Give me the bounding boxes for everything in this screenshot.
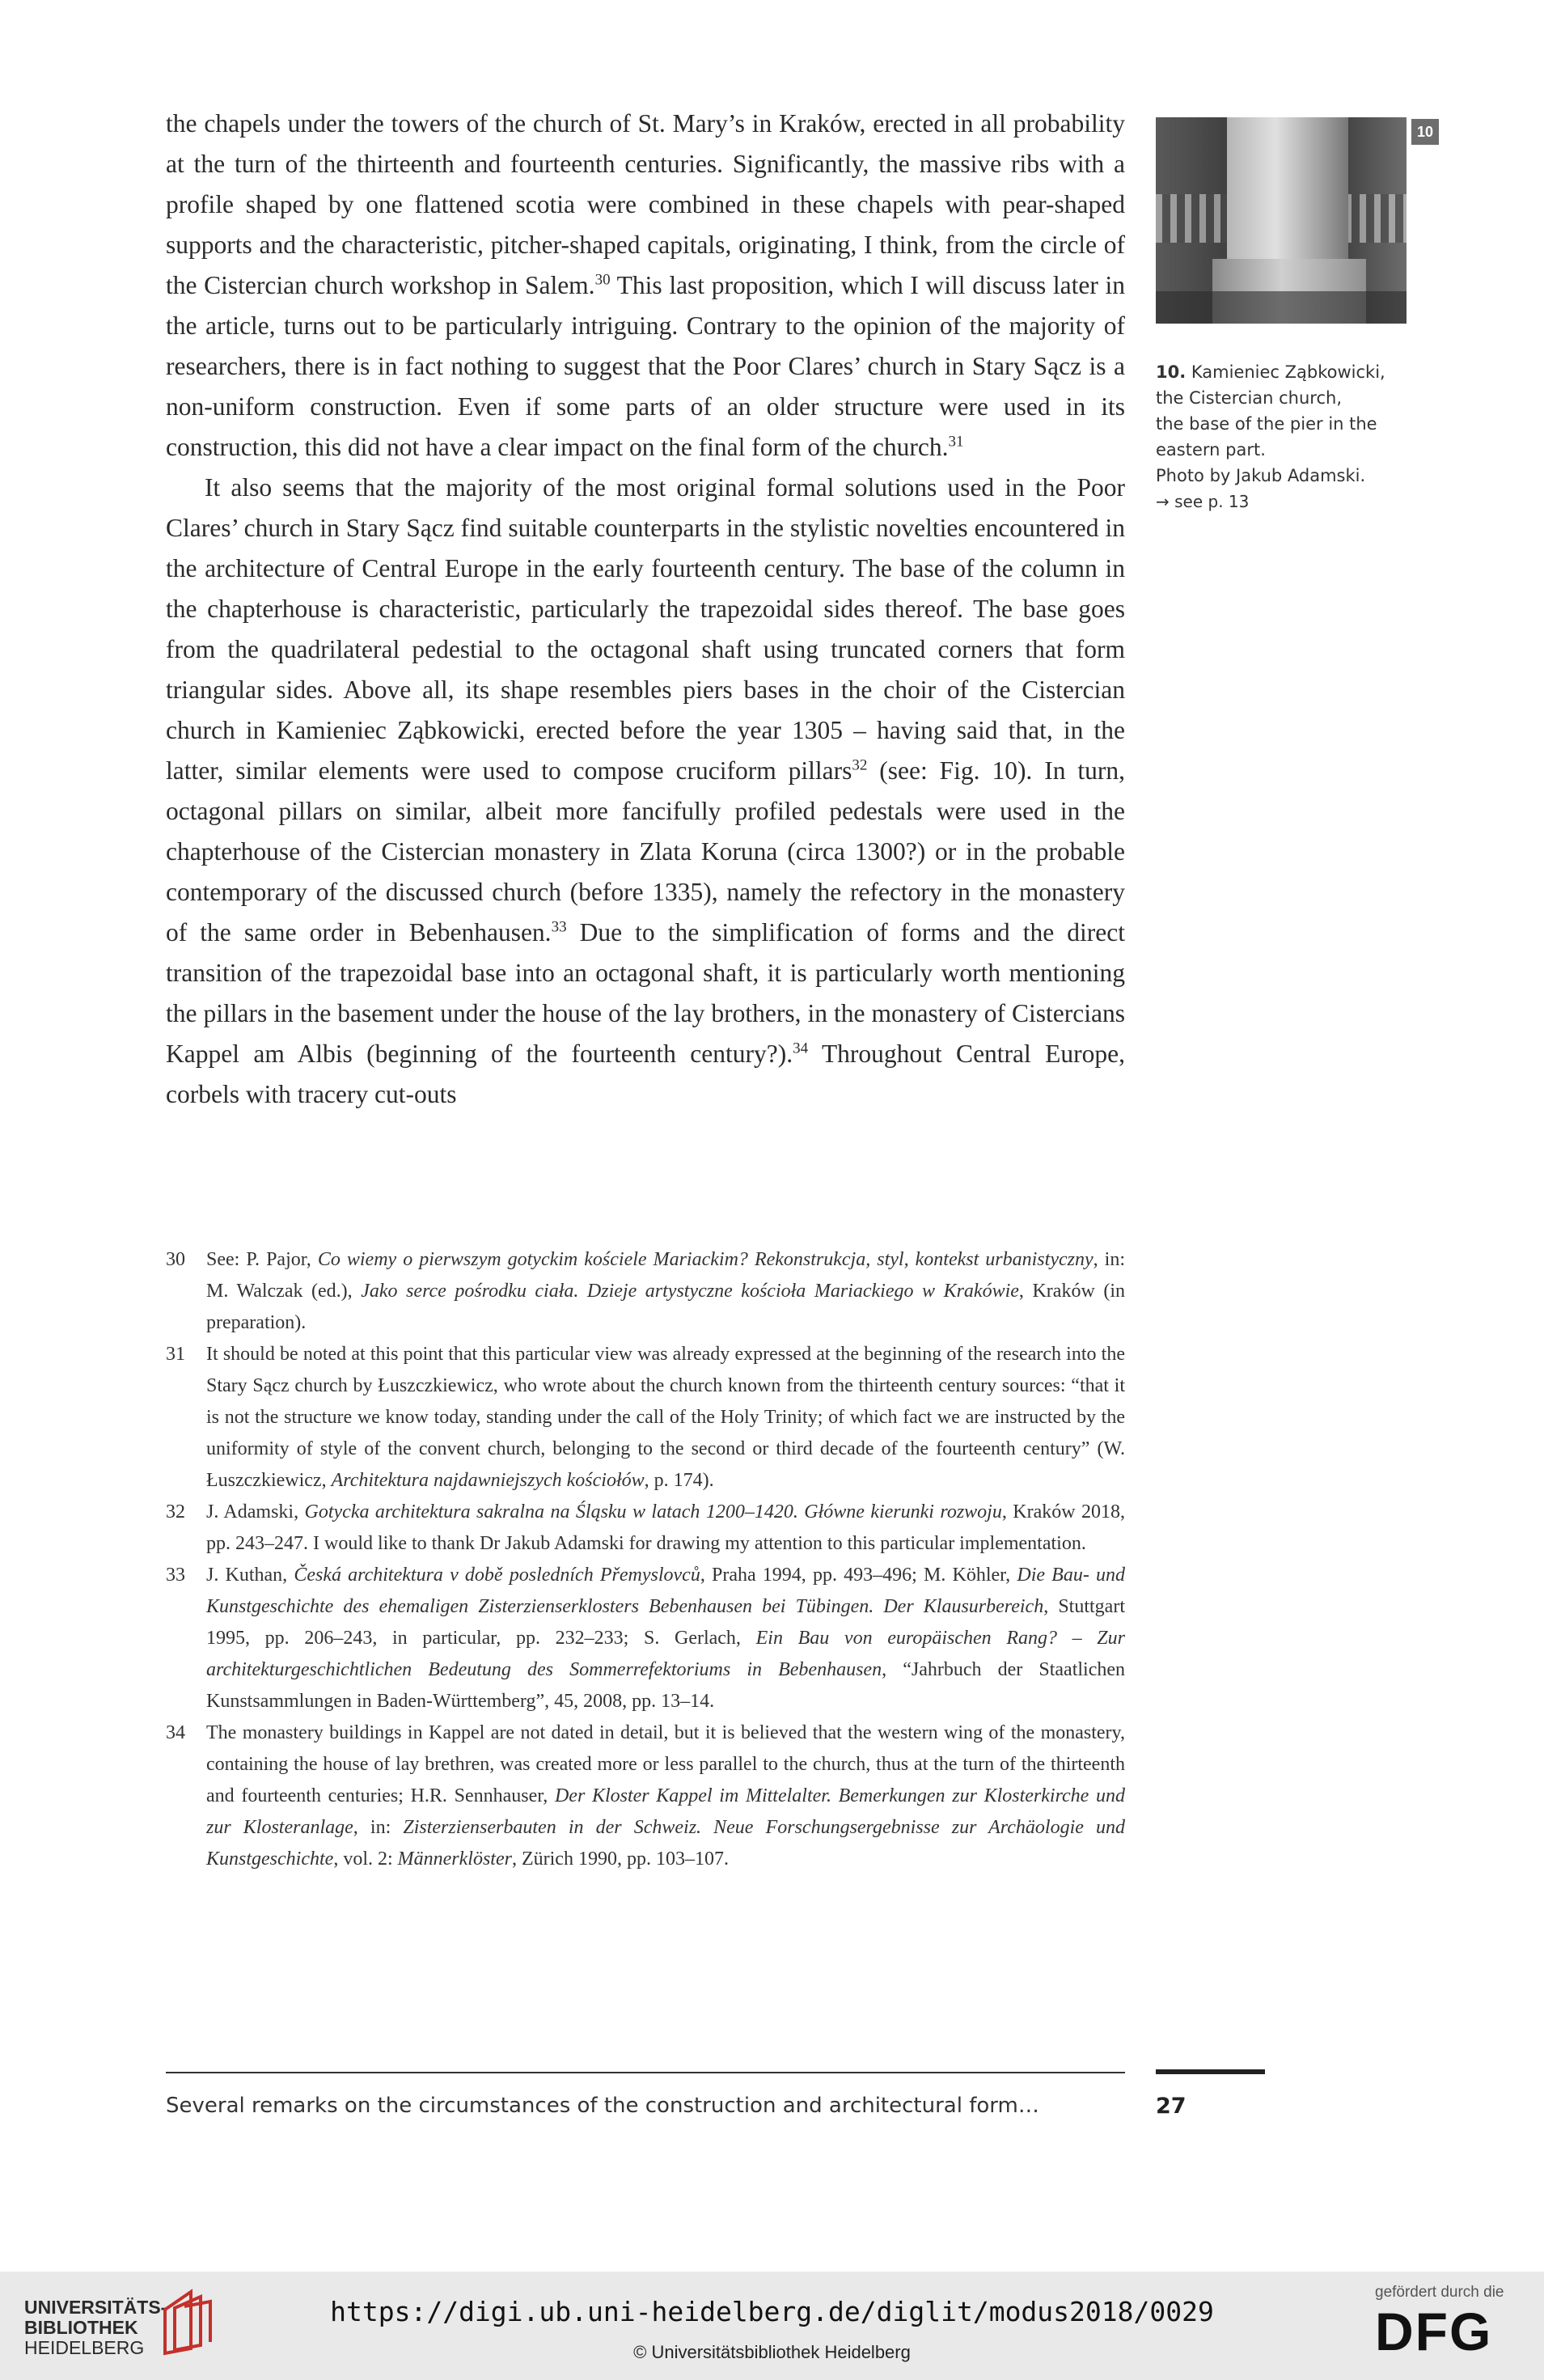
- footnote-text: , Kraków 2018, pp. 243–247. I would like to thank Dr Jakub Adamski for drawing my attention to this particular implementation.: [206, 1501, 1125, 1554]
- figure-number-badge: 10: [1411, 119, 1439, 145]
- footnote-text: J. Kuthan,: [206, 1565, 294, 1586]
- footnote-ref-30[interactable]: 30: [594, 271, 611, 289]
- running-title: Several remarks on the circumstances of the construction and architectural form…: [166, 2094, 1039, 2118]
- page-number: 27: [1156, 2094, 1187, 2119]
- footnote-title: Ein Bau von europäischen Rang? – Zur architekturgeschichtlichen Bedeutung des Sommerrefektoriums in Bebenhausen: [206, 1628, 1125, 1680]
- paragraph-1-text-b: This last proposition, which I will discuss later in the article, turns out to be particularly intriguing. Contrary to the opinion of the majority of researchers, there is in fact nothing to suggest that the Poor Clares’ church in Stary Sącz is a non-uniform construction. Even if some parts of an older structure were used in its construction, this did not have a clear impact on the final form of the church.: [166, 271, 1125, 461]
- footnote-31: [166, 1339, 1125, 1497]
- page-number-rule: [1156, 2069, 1265, 2074]
- footnote-ref-33[interactable]: 33: [551, 918, 567, 936]
- dfg-logo[interactable]: DFG: [1375, 2302, 1493, 2361]
- footnote-ref-32[interactable]: 32: [852, 756, 868, 774]
- paragraph-2: [166, 468, 1125, 1115]
- footnote-text: , vol. 2:: [333, 1849, 398, 1870]
- see-page-link[interactable]: → see p. 13: [1156, 492, 1250, 511]
- footnote-text: It should be noted at this point that this particular view was already expressed at the beginning of the research into the Stary Sącz church by Łuszczkiewicz, who wrote about the church known from the thirteenth century sources: “that it is not the structure we know today, standing under the call of the Holy Trinity; of which fact we are instructed by the uniformity of style of the convent church, belonging to the second or third decade of the fourteenth century” (W. Łuszczkiewicz,: [206, 1344, 1125, 1491]
- footnotes: [166, 1244, 1125, 1875]
- copyright-notice: © Universitätsbibliothek Heidelberg: [633, 2342, 911, 2362]
- footnote-text: , Stuttgart 1995, pp. 206–243, in particular, pp. 232–233; S. Gerlach,: [206, 1596, 1125, 1649]
- footnote-number: 33: [166, 1565, 185, 1586]
- footnote-title: Der Kloster Kappel im Mittelalter. Bemerkungen zur Klosterkirche und zur Klosteranlage: [206, 1785, 1126, 1838]
- footnote-number: 32: [166, 1501, 185, 1522]
- footnote-text: , in: M. Walczak (ed.),: [206, 1249, 1125, 1302]
- library-name-line-1: UNIVERSITÄTS-: [24, 2297, 167, 2318]
- main-text: [166, 104, 1125, 1115]
- funding-note: gefördert durch die: [1375, 2284, 1504, 2301]
- figure-10-photo[interactable]: [1156, 117, 1407, 324]
- footnote-title: Architektura najdawniejszych kościołów: [331, 1470, 645, 1491]
- footnote-text: , Praha 1994, pp. 493–496; M. Köhler,: [700, 1565, 1017, 1586]
- footnote-34: [166, 1717, 1125, 1875]
- paragraph-2-text-b: (see: Fig. 10). In turn, octagonal pillars on similar, albeit more fancifully profiled pedestals were used in the chapterhouse of the Cistercian monastery in Zlata Koruna (circa 1300?) or in the probable contemporary of the discussed church (before 1335), namely the refectory in the monastery of the same order in Bebenhausen.: [166, 756, 1125, 946]
- footnote-text: , Zürich 1990, pp. 103–107.: [511, 1849, 729, 1870]
- footnote-number: 34: [166, 1722, 185, 1743]
- footnote-ref-34[interactable]: 34: [793, 1040, 809, 1057]
- footnote-title: Zisterzienserbauten in der Schweiz. Neue Forschungsergebnisse zur Archäologie und Kunstgeschichte: [206, 1817, 1125, 1870]
- footnote-number: 31: [166, 1344, 185, 1365]
- footnote-text: The monastery buildings in Kappel are not dated in detail, but it is believed that the western wing of the monastery, containing the house of lay brethren, was created more or less parallel to the church, thus at the turn of the thirteenth and fourteenth centuries; H.R. Sennhauser,: [206, 1722, 1125, 1806]
- footnote-title: Männerklöster: [397, 1849, 512, 1870]
- footnote-text: , “Jahrbuch der Staatlichen Kunstsammlungen in Baden-Württemberg”, 45, 2008, pp. 13–14.: [206, 1659, 1126, 1712]
- footnote-title: Jako serce pośrodku ciała. Dzieje artystyczne kościoła Mariackiego w Krakówie: [361, 1281, 1019, 1302]
- paragraph-1-text: the chapels under the towers of the church of St. Mary’s in Kraków, erected in all probability at the turn of the thirteenth and fourteenth centuries. Significantly, the massive ribs with a profile shaped by one flattened scotia were combined in these chapels with pear-shaped supports and the characteristic, pitcher-shaped capitals, originating, I think, from the circle of the Cistercian church workshop in Salem.: [166, 109, 1125, 299]
- footnote-title: Česká architektura v době posledních Přemyslovců: [294, 1565, 700, 1586]
- footnote-title: Gotycka architektura sakralna na Śląsku w latach 1200–1420. Główne kierunki rozwoju: [304, 1501, 1002, 1522]
- paragraph-2-text-d: Throughout Central Europe, corbels with tracery cut-outs: [166, 1040, 1125, 1108]
- footnote-title: Co wiemy o pierwszym gotyckim kościele Mariackim? Rekonstrukcja, styl, kontekst urbanistyczny: [317, 1249, 1093, 1270]
- footnote-text: , Kraków (in preparation).: [206, 1281, 1125, 1333]
- footnote-33: [166, 1560, 1125, 1717]
- paragraph-2-text-c: Due to the simplification of forms and the direct transition of the trapezoidal base into an octagonal shaft, it is particularly worth mentioning the pillars in the basement under the house of the lay brothers, in the monastery of Cistercians Kappel am Albis (beginning of the fourteenth century?).: [166, 918, 1125, 1068]
- caption-credit: Photo by Jakub Adamski.: [1156, 466, 1366, 485]
- footnote-32: [166, 1497, 1125, 1560]
- library-name-line-2: BIBLIOTHEK: [24, 2317, 138, 2338]
- caption-line-1: [1156, 359, 1431, 385]
- footnote-text: See: P. Pajor,: [206, 1249, 318, 1270]
- footnote-text: , in:: [353, 1817, 404, 1838]
- footnote-number: 30: [166, 1249, 185, 1270]
- footnote-text: , p. 174).: [644, 1470, 714, 1491]
- paragraph-1: [166, 104, 1125, 468]
- photo-floor: [1156, 291, 1407, 324]
- footnote-30: [166, 1244, 1125, 1339]
- footnote-title: Die Bau- und Kunstgeschichte des ehemaligen Zisterzienserklosters Bebenhausen bei Tübingen. Der Klausurbereich: [206, 1565, 1126, 1617]
- footnote-ref-31[interactable]: 31: [948, 433, 964, 451]
- footnote-text: J. Adamski,: [206, 1501, 305, 1522]
- permalink-url[interactable]: https://digi.ub.uni-heidelberg.de/diglit/modus2018/0029: [330, 2296, 1214, 2327]
- figure-caption: [1156, 359, 1431, 515]
- caption-number: 10.: [1156, 362, 1187, 382]
- caption-line-4: eastern part.: [1156, 440, 1266, 459]
- footer-divider: [166, 2072, 1125, 2073]
- caption-line-2: the Cistercian church,: [1156, 388, 1343, 408]
- caption-line-3: the base of the pier in the: [1156, 414, 1377, 434]
- library-name-line-3: HEIDELBERG: [24, 2337, 145, 2358]
- caption-title: Kamieniec Ząbkowicki,: [1186, 362, 1385, 382]
- paragraph-2-text-a: It also seems that the majority of the most original formal solutions used in the Poor Clares’ church in Stary Sącz find suitable counterparts in the stylistic novelties encountered in the architecture of Central Europe in the early fourteenth century. The base of the column in the chapterhouse is characteristic, particularly the trapezoidal sides thereof. The base goes from the quadrilateral pedestial to the octagonal shaft using truncated corners that form triangular sides. Above all, its shape resembles piers bases in the choir of the Cistercian church in Kamieniec Ząbkowicki, erected before the year 1305 – having said that, in the latter, similar elements were used to compose cruciform pillars: [166, 473, 1125, 785]
